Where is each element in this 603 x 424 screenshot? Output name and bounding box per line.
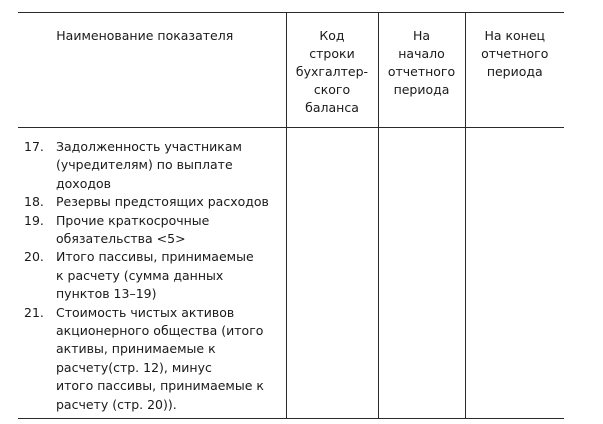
table-header-row	[18, 13, 564, 128]
header-line-code: Код строки бухгалтер- ского баланса	[286, 13, 378, 128]
list-item	[18, 138, 286, 193]
indicator-table	[18, 12, 564, 419]
header-period-start: На начало отчетного периода	[378, 13, 465, 128]
list-item	[18, 212, 286, 249]
header-indicator-name: Наименование показателя	[18, 13, 286, 128]
item-text: Итого пассивы, принимаемые к расчету (сумма данных пунктов 13–19)	[56, 249, 254, 302]
header-period-end: На конец отчетного периода	[465, 13, 564, 128]
item-text: Резервы предстоящих расходов	[56, 194, 269, 210]
list-item	[18, 304, 286, 414]
list-item	[18, 193, 286, 211]
item-text: Задолженность участникам (учредителям) по выплате доходов	[56, 139, 242, 191]
item-text: Стоимость чистых активов акционерного общества (итого активы, принимаемые к расчету(стр. 12), минус итого пассивы, принимаемые к расчету (стр. 20)).	[56, 304, 264, 412]
item-number: 21.	[24, 304, 44, 320]
period-end-cell	[465, 128, 564, 419]
period-start-cell	[378, 128, 465, 419]
line-code-cell	[286, 128, 378, 419]
item-text: Прочие краткосрочные обязательства <5>	[56, 212, 210, 247]
item-number: 17.	[24, 139, 44, 154]
list-item	[18, 248, 286, 303]
item-number: 19.	[24, 212, 44, 228]
indicator-list-cell	[18, 128, 286, 419]
item-number: 20.	[24, 249, 44, 265]
item-number: 18.	[24, 194, 44, 210]
table-body-row	[18, 128, 564, 419]
